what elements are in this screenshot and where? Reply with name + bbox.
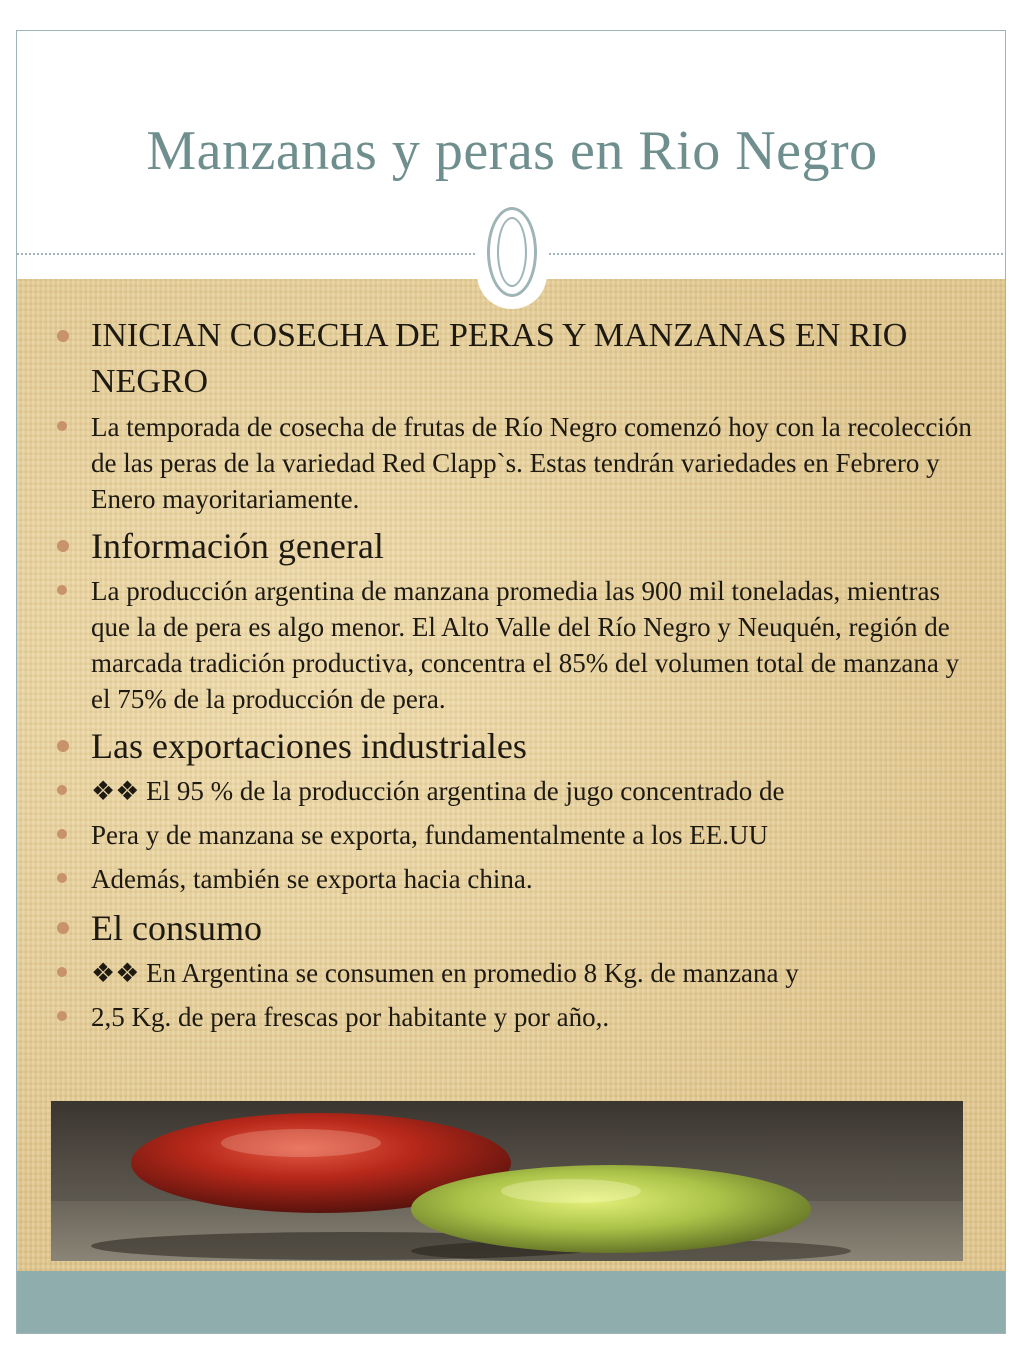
bullet-dot-icon bbox=[57, 540, 69, 552]
bullet-text: 2,5 Kg. de pera frescas por habitante y por año,. bbox=[91, 1002, 610, 1032]
bullet-dot-icon bbox=[57, 1011, 67, 1021]
bullet-item bbox=[57, 573, 977, 717]
bullet-dot-icon bbox=[57, 740, 69, 752]
bullet-text: La producción argentina de manzana promedia las 900 mil toneladas, mientras que la de pera es algo menor. El Alto Valle del Río Negro y Neuquén, región de marcada tradición productiva, concentra el 85% del volumen total de manzana y el 75% de la producción de pera. bbox=[91, 576, 960, 714]
bullet-item bbox=[57, 313, 977, 405]
bullet-text: INICIAN COSECHA DE PERAS Y MANZANAS EN RIO NEGRO bbox=[91, 317, 908, 400]
bullet-text: Pera y de manzana se exporta, fundamentalmente a los EE.UU bbox=[91, 820, 768, 850]
bullet-item bbox=[57, 409, 977, 517]
bullet-text: ❖❖ El 95 % de la producción argentina de jugo concentrado de bbox=[91, 776, 785, 806]
bullet-text: ❖❖ En Argentina se consumen en promedio 8 Kg. de manzana y bbox=[91, 958, 799, 988]
oval-ornament-inner bbox=[497, 217, 527, 287]
apple-and-pear-photo bbox=[51, 1101, 963, 1261]
bullet-dot-icon bbox=[57, 585, 67, 595]
bullet-dot-icon bbox=[57, 785, 67, 795]
bullet-dot-icon bbox=[57, 873, 67, 883]
bullet-item bbox=[57, 773, 977, 809]
bullet-text: La temporada de cosecha de frutas de Río Negro comenzó hoy con la recolección de las peras de la variedad Red Clapp`s. Estas tendrán variedades en Febrero y Enero mayoritariamente. bbox=[91, 412, 972, 514]
bullet-text: Además, también se exporta hacia china. bbox=[91, 864, 533, 894]
bullet-dot-icon bbox=[57, 922, 69, 934]
bullet-item bbox=[57, 861, 977, 897]
bullet-text: El consumo bbox=[91, 908, 262, 948]
section-heading bbox=[57, 723, 977, 769]
bullet-list bbox=[57, 313, 977, 1043]
bullet-item bbox=[57, 999, 977, 1035]
bullet-item bbox=[57, 817, 977, 853]
bullet-dot-icon bbox=[57, 967, 67, 977]
apple-highlight bbox=[221, 1129, 381, 1157]
bullet-dot-icon bbox=[57, 829, 67, 839]
pear bbox=[411, 1165, 811, 1253]
slide-title: Manzanas y peras en Rio Negro bbox=[146, 120, 878, 182]
section-heading bbox=[57, 905, 977, 951]
bullet-dot-icon bbox=[57, 421, 67, 431]
fruit-illustration bbox=[51, 1101, 963, 1261]
bullet-text: Información general bbox=[91, 526, 384, 566]
section-heading bbox=[57, 523, 977, 569]
slide bbox=[16, 30, 1006, 1334]
pear-highlight bbox=[501, 1179, 641, 1203]
bullet-item bbox=[57, 955, 977, 991]
bullet-dot-icon bbox=[57, 330, 69, 342]
footer-bar bbox=[17, 1271, 1006, 1334]
bullet-text: Las exportaciones industriales bbox=[91, 726, 527, 766]
